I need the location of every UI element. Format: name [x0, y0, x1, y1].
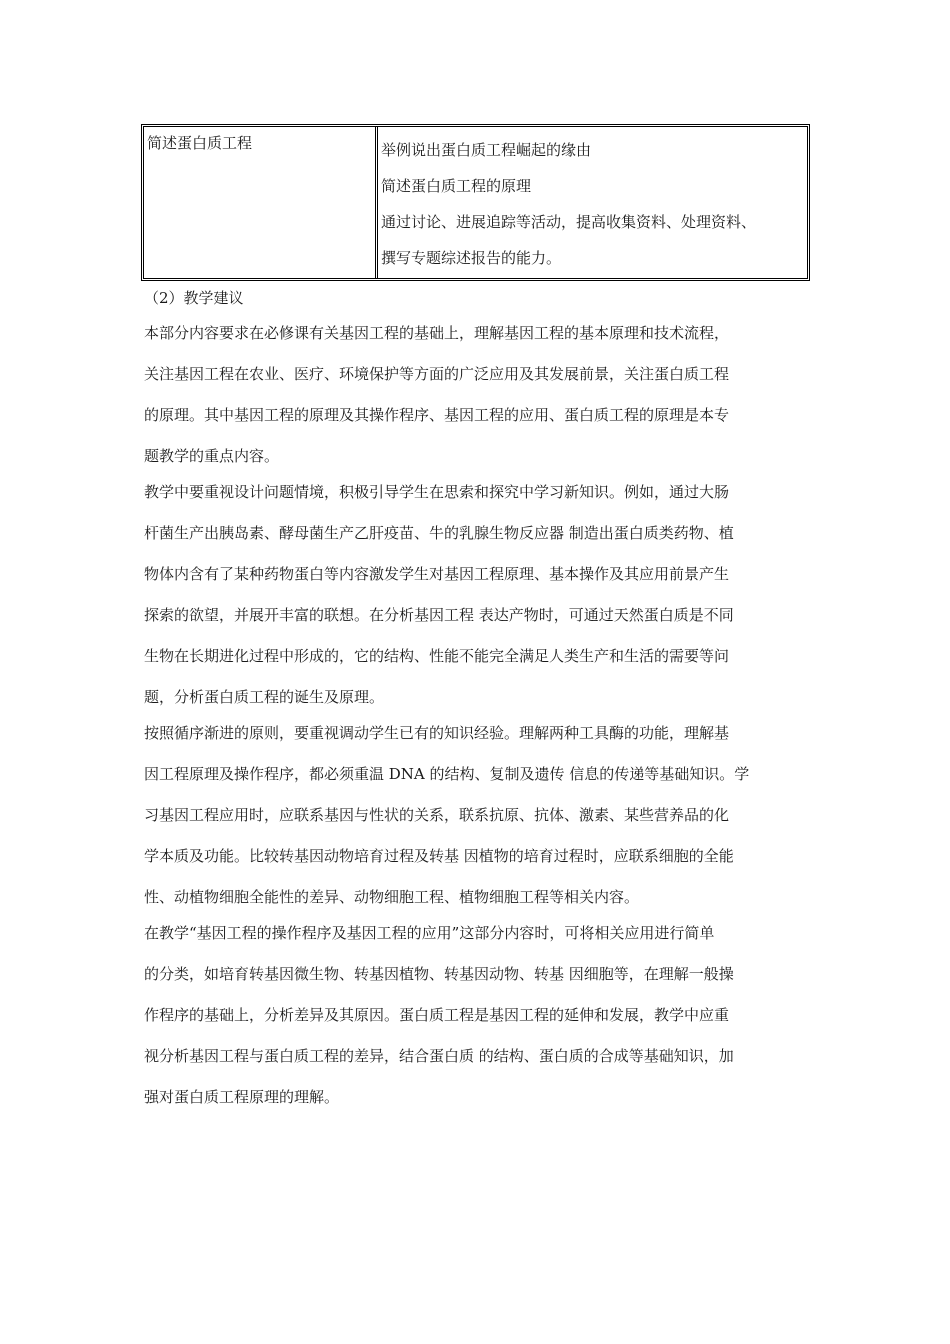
text-line: 作程序的基础上，分析差异及其原因。蛋白质工程是基因工程的延伸和发展，教学中应重: [144, 1006, 730, 1024]
text-line: 习基因工程应用时，应联系基因与性状的关系，联系抗原、抗体、激素、某些营养品的化: [144, 806, 730, 824]
text-line: 的分类，如培育转基因微生物、转基因植物、转基因动物、转基 因细胞等，在理解一般操: [144, 965, 734, 983]
text-line: 因工程原理及操作程序，都必须重温 DNA 的结构、复制及遗传 信息的传递等基础知识。学: [144, 765, 750, 783]
text-line: 在教学“基因工程的操作程序及基因工程的应用”这部分内容时，可将相关应用进行简单: [144, 924, 715, 942]
text-line: 题教学的重点内容。: [144, 447, 280, 465]
text-line: 本部分内容要求在必修课有关基因工程的基础上，理解基因工程的基本原理和技术流程，: [144, 324, 730, 342]
requirement-line: 举例说出蛋白质工程崛起的缘由: [381, 141, 592, 159]
text-line: 杆菌生产出胰岛素、酵母菌生产乙肝疫苗、牛的乳腺生物反应器 制造出蛋白质类药物、植: [144, 524, 734, 542]
text-line: 学本质及功能。比较转基因动物培育过程及转基 因植物的培育过程时，应联系细胞的全能: [144, 847, 734, 865]
requirements-table: [141, 124, 810, 281]
text-line: 视分析基因工程与蛋白质工程的差异，结合蛋白质 的结构、蛋白质的合成等基础知识，加: [144, 1047, 734, 1065]
requirement-line: 简述蛋白质工程的原理: [381, 177, 532, 195]
text-line: 关注基因工程在农业、医疗、环境保护等方面的广泛应用及其发展前景，关注蛋白质工程: [144, 365, 730, 383]
text-line: 探索的欲望，并展开丰富的联想。在分析基因工程 表达产物时，可通过天然蛋白质是不同: [144, 606, 734, 624]
text-line: 题，分析蛋白质工程的诞生及原理。: [144, 688, 385, 706]
text-line: 按照循序渐进的原则，要重视调动学生已有的知识经验。理解两种工具酶的功能，理解基: [144, 724, 730, 742]
table-cell-topic: [144, 127, 378, 278]
text-line: 生物在长期进化过程中形成的，它的结构、性能不能完全满足人类生产和生活的需要等问: [144, 647, 730, 665]
topic-text: 简述蛋白质工程: [147, 134, 253, 152]
text-line: 教学中要重视设计问题情境，积极引导学生在思索和探究中学习新知识。例如，通过大肠: [144, 483, 730, 501]
section-heading: （2）教学建议: [144, 289, 244, 307]
text-line: 性、动植物细胞全能性的差异、动物细胞工程、植物细胞工程等相关内容。: [144, 888, 640, 906]
requirement-line: 通过讨论、进展追踪等活动，提高收集资料、处理资料、: [381, 213, 757, 231]
text-line: 物体内含有了某种药物蛋白等内容激发学生对基因工程原理、基本操作及其应用前景产生: [144, 565, 730, 583]
table-cell-requirements: [378, 127, 807, 278]
text-line: 的原理。其中基因工程的原理及其操作程序、基因工程的应用、蛋白质工程的原理是本专: [144, 406, 730, 424]
text-line: 强对蛋白质工程原理的理解。: [144, 1088, 340, 1106]
requirement-line: 撰写专题综述报告的能力。: [381, 249, 562, 267]
